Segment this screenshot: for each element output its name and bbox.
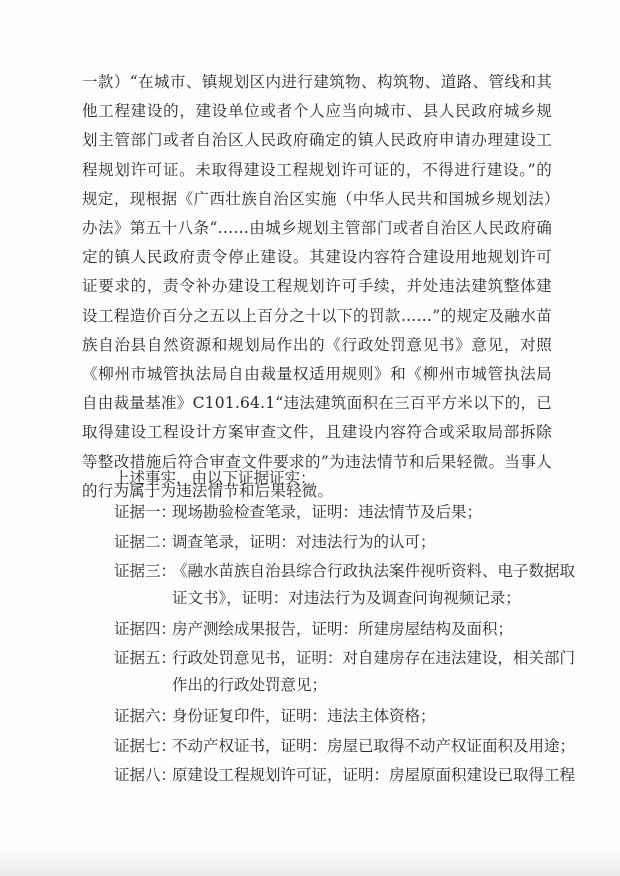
evidence-text: 行政处罚意见书，证明：对自建房存在违法建设，相关部门 — [172, 649, 576, 667]
evidence-label: 证据八： — [114, 766, 177, 784]
evidence-continuation: 证文书》，证明：对违法行为及调查问询视频记录； — [172, 589, 521, 607]
facts-intro: 上述事实，由以下证据证实： — [114, 469, 316, 487]
evidence-label: 证据六： — [114, 707, 177, 725]
evidence-item-6 — [114, 704, 436, 726]
evidence-text: 不动产权证书，证明：房屋已取得不动产权证面积及用途； — [172, 737, 576, 755]
evidence-text: 现场勘验检查笔录，证明：违法情节及后果； — [172, 503, 483, 521]
evidence-text: 《融水苗族自治县综合行政执法案件视听资料、电子数据取 — [172, 562, 576, 580]
evidence-text: 房产测绘成果报告，证明：所建房屋结构及面积； — [172, 620, 514, 638]
evidence-text: 身份证复印件，证明：违法主体资格； — [172, 707, 436, 725]
evidence-text: 调查笔录，证明：对违法行为的认可； — [172, 533, 436, 551]
evidence-label: 证据一： — [114, 503, 177, 521]
evidence-text: 原建设工程规划许可证，证明：房屋原面积建设已取得工程 — [172, 766, 576, 784]
evidence-item-5 — [114, 646, 575, 668]
evidence-item-1 — [114, 500, 482, 522]
evidence-item-7 — [114, 734, 575, 756]
evidence-label: 证据三： — [114, 562, 177, 580]
evidence-label: 证据七： — [114, 737, 177, 755]
evidence-item-2 — [114, 530, 436, 552]
scan-shadow — [0, 846, 620, 876]
body-paragraph: 一款）“在城市、镇规划区内进行建筑物、构筑物、道路、管线和其他工程建设的，建设单位或者个人应当向城市、县人民政府城乡规划主管部门或者自治区人民政府确定的镇人民政府申请办理建设工程规划许可证。未取得建设工程规划许可证的，不得进行建设。”的规定，现根据《广西壮族自治区实施（中华人民共和国城乡规划法）办法》第五十八条“……由城乡规划主管部门或者自治区人民政府确定的镇人民政府责令停止建设。其建设内容符合建设用地规划许可证要求的，责令补办建设工程规划许可手续，并处违法建筑整体建设工程造价百分之五以上百分之十以下的罚款……”的规定及融水苗族自治县自然资源和规划局作出的《行政处罚意见书》意见，对照《柳州市城管执法局自由裁量权适用规则》和《柳州市城管执法局自由裁量基准》C101.64.1“违法建筑面积在三百平方米以下的，已取得建设工程设计方案审查文件，且建设内容符合或采取局部拆除等整改措施后符合审查文件要求的”为违法情节和后果轻微。当事人的行为属于为违法情节和后果轻微。 — [82, 73, 552, 500]
evidence-continuation: 作出的行政处罚意见； — [172, 676, 328, 694]
evidence-label: 证据五： — [114, 649, 177, 667]
evidence-item-4 — [114, 617, 513, 639]
evidence-label: 证据四： — [114, 620, 177, 638]
evidence-item-8 — [114, 763, 575, 785]
evidence-item-3 — [114, 559, 575, 581]
evidence-label: 证据二： — [114, 533, 177, 551]
